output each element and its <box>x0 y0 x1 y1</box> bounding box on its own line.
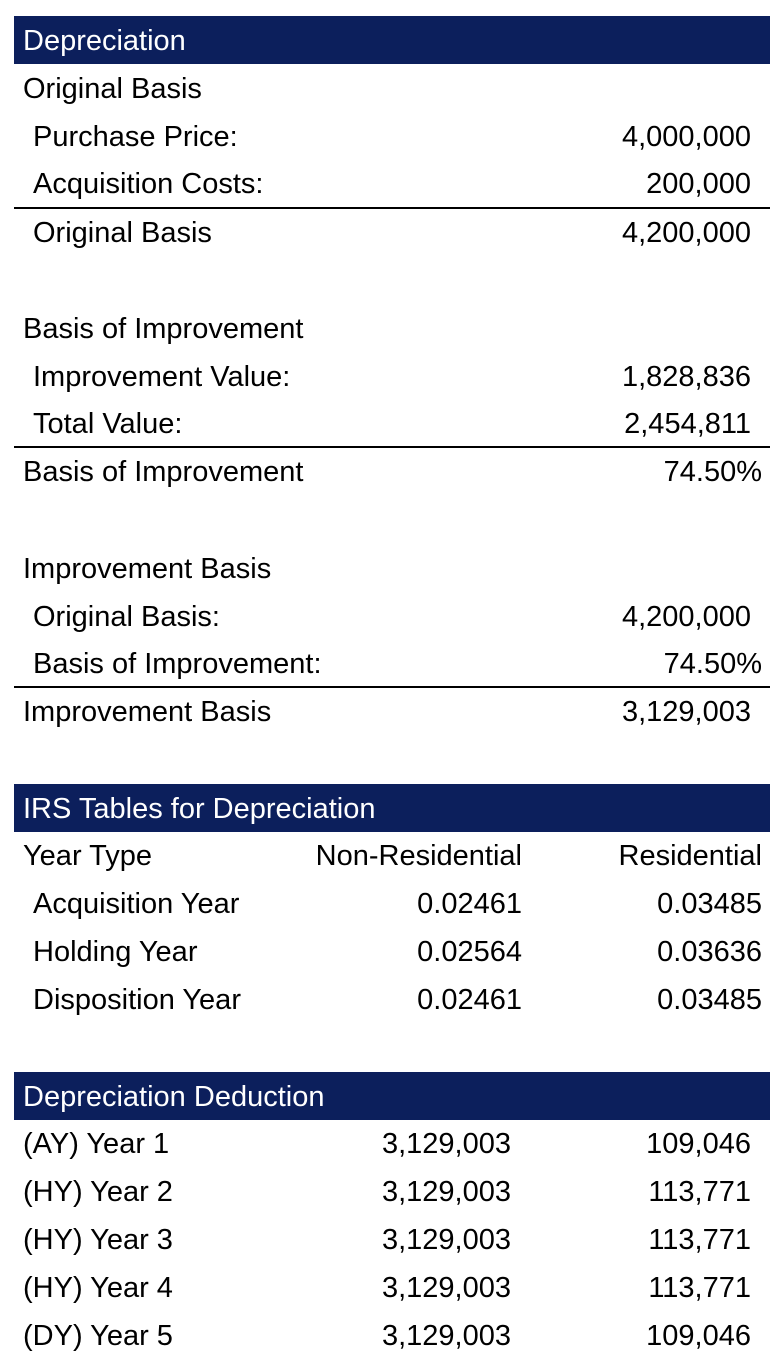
irs-row-holding-year <box>14 928 770 976</box>
irs-row-label: Disposition Year <box>33 984 241 1016</box>
ib-original-basis-label: Original Basis: <box>33 601 220 633</box>
total-value-value: 2,454,811 <box>624 408 751 440</box>
irs-tables-header: IRS Tables for Depreciation <box>14 784 770 832</box>
irs-residential-value: 0.03485 <box>657 888 762 920</box>
deduction-basis-value: 3,129,003 <box>381 1176 511 1208</box>
improvement-value-label: Improvement Value: <box>33 361 291 393</box>
deduction-year-label: (HY) Year 4 <box>23 1272 173 1304</box>
deduction-row-year-3 <box>14 1216 770 1264</box>
purchase-price-label: Purchase Price: <box>33 121 238 153</box>
deduction-header: Depreciation Deduction <box>14 1072 770 1120</box>
ib-basis-of-improvement-row <box>14 640 770 688</box>
irs-column-header-row <box>14 832 770 880</box>
irs-non-residential-value: 0.02564 <box>417 936 522 968</box>
improvement-basis-result-value: 3,129,003 <box>621 696 751 728</box>
deduction-amount-value: 113,771 <box>648 1272 751 1304</box>
total-value-label: Total Value: <box>33 408 183 440</box>
irs-col-non-residential: Non-Residential <box>315 840 522 872</box>
ib-basis-of-improvement-label: Basis of Improvement: <box>33 648 322 680</box>
irs-col-year-type: Year Type <box>23 840 152 872</box>
original-basis-total-row <box>14 209 770 257</box>
improvement-value-value: 1,828,836 <box>621 361 751 393</box>
irs-row-label: Acquisition Year <box>33 888 240 920</box>
deduction-amount-value: 113,771 <box>648 1176 751 1208</box>
deduction-year-label: (HY) Year 2 <box>23 1176 173 1208</box>
deduction-year-label: (HY) Year 3 <box>23 1224 173 1256</box>
irs-non-residential-value: 0.02461 <box>417 984 522 1016</box>
deduction-amount-value: 113,771 <box>648 1224 751 1256</box>
irs-non-residential-value: 0.02461 <box>417 888 522 920</box>
deduction-basis-value: 3,129,003 <box>381 1272 511 1304</box>
purchase-price-row <box>14 113 770 161</box>
deduction-row-year-1 <box>14 1120 770 1168</box>
purchase-price-value: 4,000,000 <box>621 121 751 153</box>
acquisition-costs-row <box>14 160 770 208</box>
basis-of-improvement-result-row <box>14 448 770 496</box>
deduction-basis-value: 3,129,003 <box>381 1224 511 1256</box>
original-basis-section-title: Original Basis <box>23 73 202 105</box>
ib-original-basis-value: 4,200,000 <box>621 601 751 633</box>
basis-of-improvement-section-title: Basis of Improvement <box>23 313 304 345</box>
basis-of-improvement-result-label: Basis of Improvement <box>23 456 304 488</box>
irs-row-acquisition-year <box>14 880 770 928</box>
ib-basis-of-improvement-value: 74.50% <box>663 648 762 680</box>
improvement-basis-result-label: Improvement Basis <box>23 696 272 728</box>
original-basis-total-label: Original Basis <box>33 217 212 249</box>
deduction-row-year-4 <box>14 1264 770 1312</box>
improvement-basis-section-title-row <box>14 545 770 593</box>
total-value-row <box>14 400 770 448</box>
original-basis-total-value: 4,200,000 <box>621 217 751 249</box>
deduction-amount-value: 109,046 <box>646 1320 751 1352</box>
original-basis-section-title-row <box>14 65 770 113</box>
ib-original-basis-row <box>14 593 770 641</box>
improvement-basis-result-row <box>14 688 770 736</box>
deduction-year-label: (AY) Year 1 <box>23 1128 170 1160</box>
deduction-row-year-2 <box>14 1168 770 1216</box>
deduction-basis-value: 3,129,003 <box>381 1128 511 1160</box>
irs-row-label: Holding Year <box>33 936 198 968</box>
basis-of-improvement-result-value: 74.50% <box>663 456 762 488</box>
improvement-basis-section-title: Improvement Basis <box>23 553 272 585</box>
deduction-row-year-5 <box>14 1312 770 1360</box>
irs-residential-value: 0.03636 <box>657 936 762 968</box>
irs-row-disposition-year <box>14 976 770 1024</box>
deduction-amount-value: 109,046 <box>646 1128 751 1160</box>
deduction-year-label: (DY) Year 5 <box>23 1320 173 1352</box>
acquisition-costs-value: 200,000 <box>646 168 751 200</box>
irs-col-residential: Residential <box>618 840 762 872</box>
depreciation-header: Depreciation <box>14 16 770 64</box>
acquisition-costs-label: Acquisition Costs: <box>33 168 264 200</box>
irs-residential-value: 0.03485 <box>657 984 762 1016</box>
basis-of-improvement-section-title-row <box>14 305 770 353</box>
improvement-value-row <box>14 353 770 401</box>
deduction-basis-value: 3,129,003 <box>381 1320 511 1352</box>
